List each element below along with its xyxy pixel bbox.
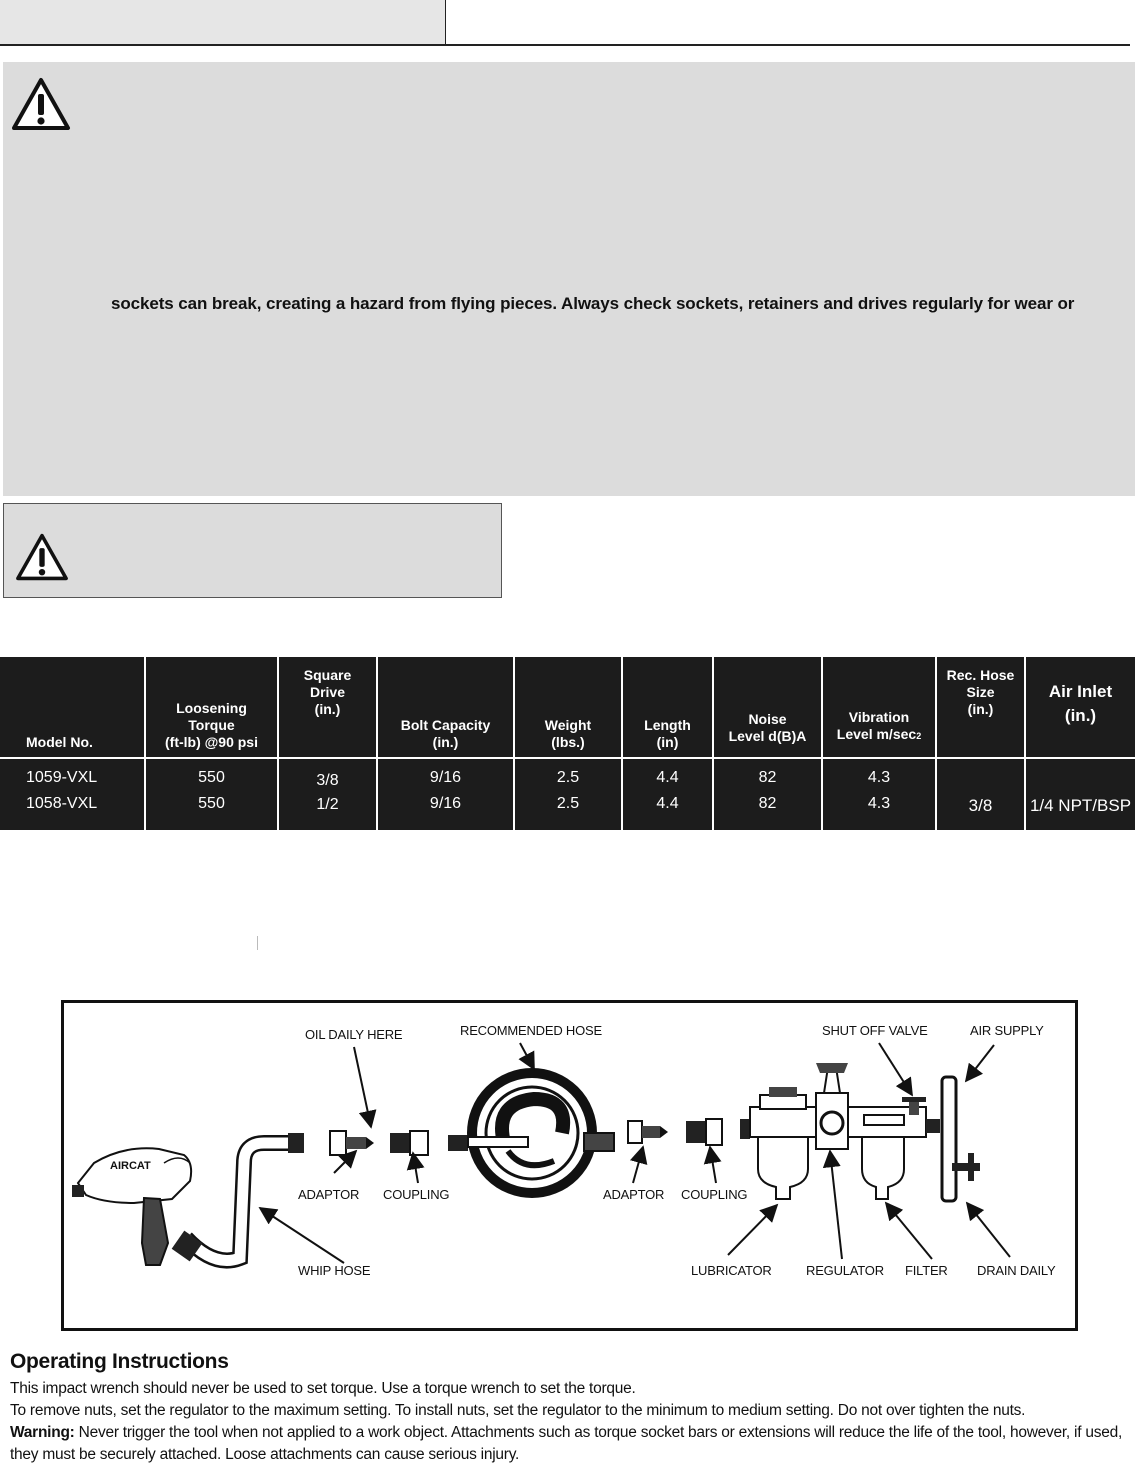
cell-torque: 550 550 (145, 758, 278, 830)
col-air-inlet: Air Inlet (in.) (1025, 657, 1135, 758)
label-lubricator: LUBRICATOR (691, 1263, 772, 1278)
small-warning-box (3, 503, 502, 598)
header-left-panel (0, 0, 445, 44)
stray-mark (257, 936, 258, 950)
warning-paragraph (10, 1422, 1130, 1466)
label-adaptor: ADAPTOR (603, 1187, 665, 1202)
label-oil-daily-here: OIL DAILY HERE (305, 1027, 403, 1042)
instruction-line: This impact wrench should never be used to set torque. Use a torque wrench to set the torque. (10, 1380, 636, 1397)
page-header (0, 0, 1130, 46)
col-weight: Weight (lbs.) (514, 657, 622, 758)
label-coupling: COUPLING (383, 1187, 450, 1202)
adaptor-fitting (330, 1131, 374, 1155)
label-shut-off-valve: SHUT OFF VALVE (822, 1023, 928, 1038)
section-title: Operating Instructions (10, 1350, 229, 1373)
cell-bolt: 9/16 9/16 (377, 758, 514, 830)
warning-text-line: sockets can break, creating a hazard from flying pieces. Always check sockets, retainers and drives regularly for wear or (111, 294, 1075, 313)
table-row (0, 758, 1135, 830)
diagram-drawing (64, 1003, 1075, 1328)
cell-vibration: 4.3 4.3 (822, 758, 936, 830)
warning-triangle-icon (10, 76, 72, 132)
header-rule (0, 44, 1130, 46)
col-hose: Rec. Hose Size (in.) (936, 657, 1025, 758)
cell-length: 4.4 4.4 (622, 758, 713, 830)
adaptor-fitting (628, 1121, 668, 1143)
label-regulator: REGULATOR (806, 1263, 884, 1278)
col-bolt: Bolt Capacity (in.) (377, 657, 514, 758)
coupling-fitting (686, 1119, 722, 1145)
col-noise: Noise Level d(B)A (713, 657, 822, 758)
warning-triangle-icon (14, 532, 70, 582)
cell-drive: 3/8 1/2 (278, 758, 377, 830)
col-model: Model No. (0, 657, 145, 758)
table-header-row (0, 657, 1135, 758)
warning-text: Never trigger the tool when not applied to a work object. Attachments such as torque socket bars or extensions will reduce the life of the tool, however, if used, they must be securely attached. Loose attachments can cause serious injury. (10, 1424, 1123, 1463)
tool-brand: AIRCAT (110, 1160, 151, 1172)
cell-model: 1059-VXL 1058-VXL (0, 758, 145, 830)
label-filter: FILTER (905, 1263, 948, 1278)
warning-label: Warning: (10, 1424, 75, 1441)
label-air-supply: AIR SUPPLY (970, 1023, 1044, 1038)
air-system-diagram (61, 1000, 1078, 1331)
col-torque: Loosening Torque (ft-lb) @90 psi (145, 657, 278, 758)
coupling-fitting (390, 1131, 428, 1155)
cell-weight: 2.5 2.5 (514, 758, 622, 830)
instruction-line: To remove nuts, set the regulator to the maximum setting. To install nuts, set the regulator to the minimum to medium setting. Do not over tighten the nuts. (10, 1402, 1026, 1419)
header-divider (445, 0, 446, 44)
air-supply-pipe (942, 1077, 980, 1201)
operating-instructions (10, 1350, 1130, 1466)
label-coupling: COUPLING (681, 1187, 748, 1202)
specifications-table (0, 657, 1135, 830)
label-drain-daily: DRAIN DAILY (977, 1263, 1056, 1278)
cell-air-inlet: 1/4 NPT/BSP (1029, 795, 1132, 815)
warning-box (3, 62, 1135, 496)
label-whip-hose: WHIP HOSE (298, 1263, 371, 1278)
cell-noise: 82 82 (713, 758, 822, 830)
label-adaptor: ADAPTOR (298, 1187, 360, 1202)
col-drive: Square Drive (in.) (278, 657, 377, 758)
cell-hose-size: 3/8 (936, 758, 1025, 830)
col-vibration: Vibration Level m/sec2 (822, 657, 936, 758)
col-length: Length (in) (622, 657, 713, 758)
label-recommended-hose: RECOMMENDED HOSE (460, 1023, 602, 1038)
frl-unit (740, 1063, 940, 1199)
hose-coil-icon (448, 1073, 614, 1193)
